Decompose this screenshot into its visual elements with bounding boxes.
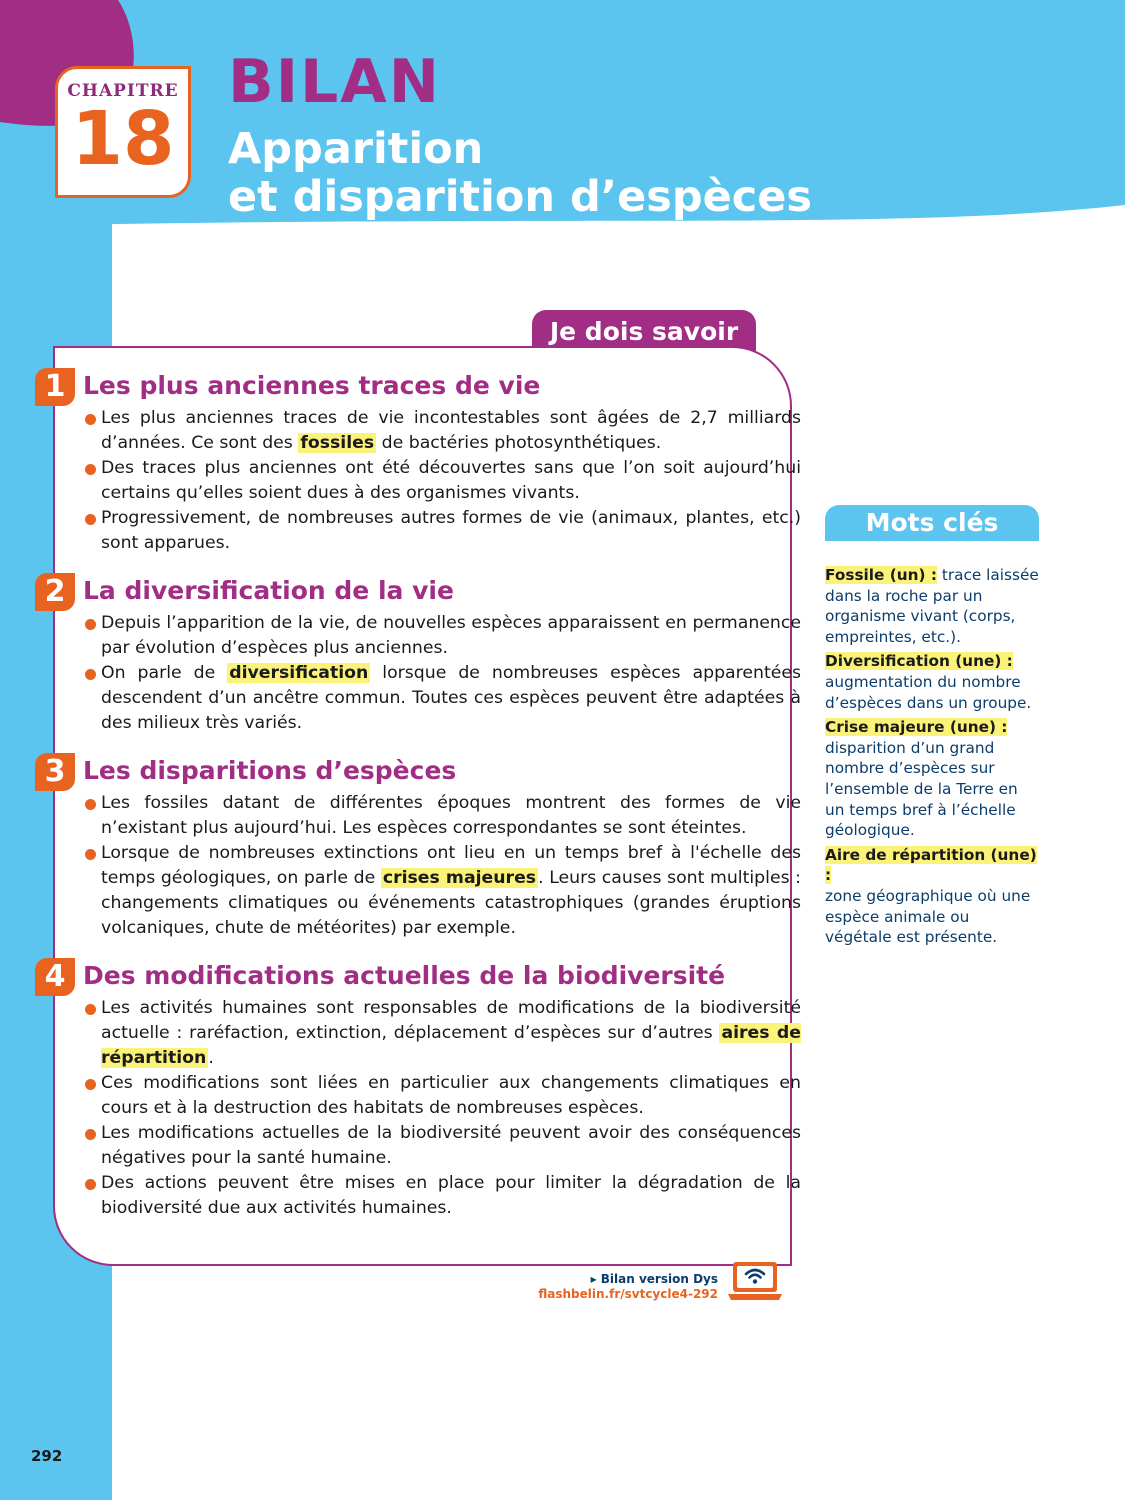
section-number: 2 xyxy=(35,573,75,611)
bullet-item: Des actions peuvent être mises en place pour limiter la dégradation de la biodiversité due aux activités humaines. xyxy=(85,1171,801,1221)
chapter-number: 18 xyxy=(71,96,175,182)
savoir-panel xyxy=(44,346,802,1266)
bullet-item: Ces modifications sont liées en particulier aux changements climatiques en cours et à la destruction des habitats de nombreuses espèces. xyxy=(85,1071,801,1121)
keyword-term: Aire de répartition (une) : xyxy=(825,845,1037,885)
keyword-definition: Crise majeure (une) : disparition d’un grand nombre d’espèces sur l’ensemble de la Terre en un temps bref à l’échelle géologique. xyxy=(825,718,1018,840)
chapter-badge xyxy=(55,66,191,198)
section-title: Les disparitions d’espèces xyxy=(83,756,457,785)
section-number: 1 xyxy=(35,368,75,406)
keyword-definition: Diversification (une) : augmentation du nombre d’espèces dans un groupe. xyxy=(825,652,1032,712)
dys-url[interactable]: flashbelin.fr/svtcycle4-292 xyxy=(538,1287,718,1301)
section-title: Des modifications actuelles de la biodiversité xyxy=(83,961,726,990)
bullet-item: Progressivement, de nombreuses autres formes de vie (animaux, plantes, etc.) sont apparues. xyxy=(85,506,801,556)
bullet-item: Des traces plus anciennes ont été découvertes sans que l’on soit aujourd’hui certains qu’elles soient dues à des organismes vivants. xyxy=(85,456,801,506)
bullet-item: Depuis l’apparition de la vie, de nouvelles espèces apparaissent en permanence par évolution d’espèces plus anciennes. xyxy=(85,611,801,661)
keyword-highlight: crises majeures xyxy=(382,868,537,888)
keyword-term: Fossile (un) : xyxy=(825,566,937,584)
chapter-subtitle xyxy=(228,125,812,221)
bullet-item: Les modifications actuelles de la biodiversité peuvent avoir des conséquences négatives pour la santé humaine. xyxy=(85,1121,801,1171)
keyword-highlight: fossiles xyxy=(300,433,375,453)
bullet-list xyxy=(85,406,801,556)
laptop-wifi-icon[interactable] xyxy=(726,1260,784,1304)
keyword-term: Crise majeure (une) : xyxy=(825,718,1008,737)
keyword-highlight: aires de répartition xyxy=(101,1023,801,1068)
bullet-item: Les activités humaines sont responsables de modifications de la biodiversité actuelle : raréfaction, extinction, déplacement d’espèces sur d’autres aires de répartition . xyxy=(85,996,801,1071)
subtitle-line-2: et disparition d’espèces xyxy=(228,172,813,222)
bullet-list xyxy=(85,996,801,1221)
chapter-label: CHAPITRE xyxy=(67,81,179,101)
section-number: 4 xyxy=(35,958,75,996)
je-dois-savoir-tab: Je dois savoir xyxy=(532,310,756,356)
keyword-definition: Fossile (un) : trace laissée dans la roche par un organisme vivant (corps, empreintes, etc.). xyxy=(825,566,1039,646)
bullet-item: On parle de diversification lorsque de nombreuses espèces apparentées descendent d’un ancêtre commun. Toutes ces espèces peuvent être adaptées à des milieux très variés. xyxy=(85,661,801,736)
section-title: Les plus anciennes traces de vie xyxy=(83,371,541,400)
section-title: La diversification de la vie xyxy=(83,576,454,605)
mots-cles-tab: Mots clés xyxy=(825,505,1039,541)
bullet-list xyxy=(85,791,801,941)
keyword-term: Diversification (une) : xyxy=(825,652,1013,671)
section-number: 3 xyxy=(35,753,75,791)
page-title: BILAN xyxy=(228,47,441,117)
bilan-dys-link[interactable] xyxy=(535,1272,718,1302)
page-number: 292 xyxy=(31,1447,63,1465)
keyword-highlight: diversification xyxy=(229,663,369,683)
bullet-list xyxy=(85,611,801,736)
dys-title: ▸ Bilan version Dys xyxy=(590,1272,718,1286)
bullet-item: Les fossiles datant de différentes époques montrent des formes de vie n’existant plus aujourd’hui. Les espèces correspondantes se sont éteintes. xyxy=(85,791,801,841)
bullet-item: Lorsque de nombreuses extinctions ont lieu en un temps bref à l'échelle des temps géologiques, on parle de crises majeures . Leurs causes sont multiples : changements climatiques ou événements catastrophiques (grandes éruptions volcaniques, chute de météorites) par exemple. xyxy=(85,841,801,941)
keyword-definition: Aire de répartition (une) : zone géographique où une espèce animale ou végétale est présente. xyxy=(825,845,1037,947)
bullet-item: Les plus anciennes traces de vie incontestables sont âgées de 2,7 milliards d’années. Ce sont des fossiles de bactéries photosynthétiques. xyxy=(85,406,801,456)
mots-cles-list xyxy=(825,565,1039,952)
subtitle-line-1: Apparition xyxy=(228,124,484,174)
